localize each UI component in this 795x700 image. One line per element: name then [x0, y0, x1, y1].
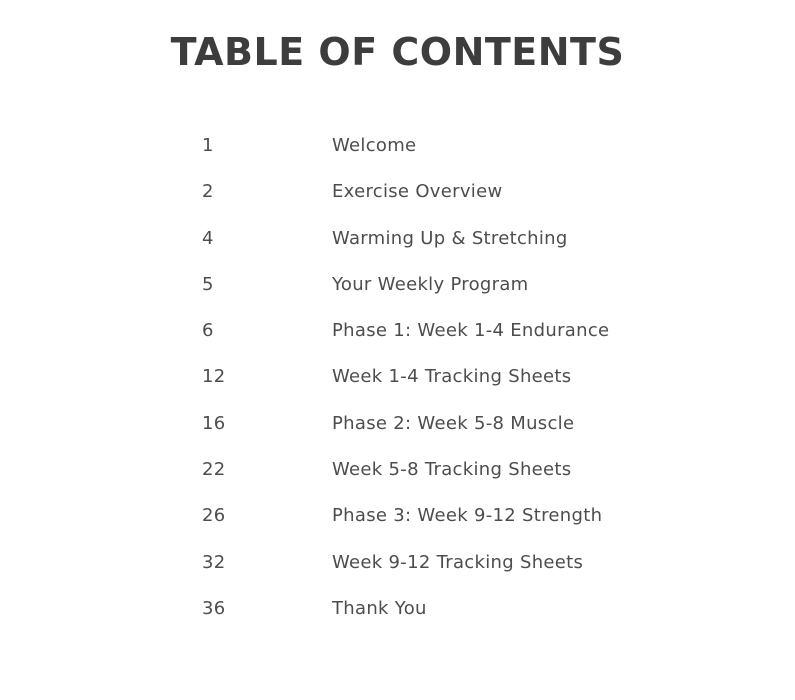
toc-page-number: 32 — [202, 551, 226, 573]
toc-entry[interactable] — [202, 362, 662, 408]
toc-entry-label: Week 5-8 Tracking Sheets — [332, 459, 572, 481]
toc-page-number: 4 — [202, 227, 214, 249]
toc-entry[interactable] — [202, 177, 662, 223]
toc-entry-label: Week 1-4 Tracking Sheets — [332, 366, 572, 388]
toc-page-number: 5 — [202, 273, 214, 295]
toc-page-number: 16 — [202, 412, 226, 434]
toc-page-number: 1 — [202, 135, 214, 156]
toc-page-number: 12 — [202, 366, 226, 388]
toc-entry-label: Welcome — [332, 135, 417, 156]
page-title: TABLE OF CONTENTS — [170, 30, 625, 74]
toc-entry[interactable] — [202, 270, 662, 316]
toc-page-number: 2 — [202, 181, 214, 203]
toc-list — [202, 131, 662, 640]
toc-entry-label: Exercise Overview — [332, 181, 503, 203]
toc-entry-label: Phase 3: Week 9-12 Strength — [332, 505, 603, 527]
toc-entry[interactable] — [202, 455, 662, 501]
toc-page-number: 26 — [202, 505, 226, 527]
toc-entry-label: Thank You — [332, 597, 427, 619]
toc-entry-label: Phase 2: Week 5-8 Muscle — [332, 412, 575, 434]
toc-entry[interactable] — [202, 501, 662, 547]
toc-entry-label: Week 9-12 Tracking Sheets — [332, 551, 584, 573]
toc-entry[interactable] — [202, 316, 662, 362]
toc-entry[interactable] — [202, 131, 662, 177]
toc-page-number: 6 — [202, 320, 214, 342]
toc-page-number: 22 — [202, 459, 226, 481]
toc-entry[interactable] — [202, 594, 662, 640]
toc-entry[interactable] — [202, 224, 662, 270]
toc-entry-label: Phase 1: Week 1-4 Endurance — [332, 320, 610, 342]
toc-entry[interactable] — [202, 409, 662, 455]
toc-page-number: 36 — [202, 597, 226, 619]
toc-entry-label: Warming Up & Stretching — [332, 227, 568, 249]
toc-entry[interactable] — [202, 548, 662, 594]
toc-entry-label: Your Weekly Program — [332, 273, 529, 295]
